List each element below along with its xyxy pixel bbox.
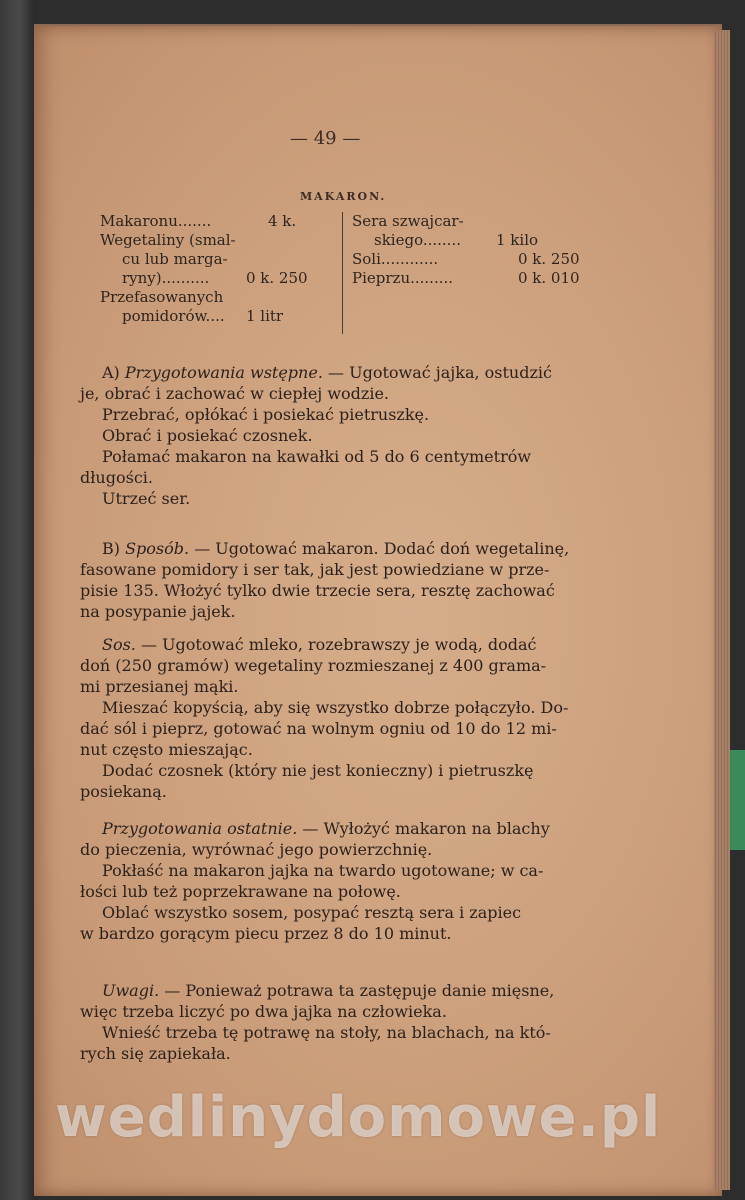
- text-fragment: — Ugotować jajka, ostudzić: [328, 363, 552, 382]
- section-title: Uwagi.: [102, 981, 160, 1000]
- text-line: posiekaną.: [80, 782, 167, 801]
- ingredients-left-column: [100, 212, 340, 326]
- ingredient-qty: 1 litr: [246, 307, 284, 325]
- section-label: A): [102, 363, 120, 382]
- ingredient-qty: 0 k. 250: [246, 269, 308, 287]
- watermark-text: wedlinydomowe.pl: [55, 1085, 662, 1150]
- text-line: łości lub też poprzekrawane na połowę.: [80, 882, 401, 901]
- ingredient-name: Wegetaliny (smal-: [100, 231, 236, 249]
- text-line: Obrać i posiekać czosnek.: [102, 426, 313, 445]
- text-line: [80, 634, 600, 655]
- ingredient-name: pomidorów....: [122, 307, 225, 325]
- ingredient-name: Soli............: [352, 250, 439, 268]
- text-line: [80, 980, 600, 1001]
- text-line: pisie 135. Włożyć tylko dwie trzecie sera, resztę zachować: [80, 581, 555, 600]
- ingredient-qty: 0 k. 010: [518, 269, 580, 287]
- text-line: Pokłaść na makaron jajka na twardo ugotowane; w ca-: [102, 861, 544, 880]
- text-line: Utrzeć ser.: [102, 489, 191, 508]
- section-preparation: [80, 362, 600, 509]
- page-number: — 49 —: [290, 128, 361, 149]
- ingredient-row: [352, 269, 612, 288]
- ingredient-row: [100, 307, 340, 326]
- text-line: w bardzo gorącym piecu przez 8 do 10 minut.: [80, 924, 452, 943]
- text-line: dać sól i pieprz, gotować na wolnym ogniu od 10 do 12 mi-: [80, 719, 557, 738]
- ingredient-row: [352, 212, 612, 231]
- ingredient-row: [100, 231, 340, 250]
- text-fragment: — Wyłożyć makaron na blachy: [302, 819, 550, 838]
- text-fragment: — Ponieważ potrawa ta zastępuje danie mięsne,: [164, 981, 555, 1000]
- text-line: je, obrać i zachować w ciepłej wodzie.: [80, 384, 390, 403]
- text-fragment: — Ugotować mleko, rozebrawszy je wodą, dodać: [140, 635, 537, 654]
- page-edges: [714, 30, 730, 1190]
- ingredient-row: [100, 250, 340, 269]
- ingredient-name: Makaronu.......: [100, 212, 212, 230]
- ingredient-row: [352, 231, 612, 250]
- text-line: do pieczenia, wyrównać jego powierzchnię.: [80, 840, 433, 859]
- text-line: więc trzeba liczyć po dwa jajka na człowieka.: [80, 1002, 447, 1021]
- recipe-heading: MAKARON.: [300, 190, 387, 203]
- ingredient-name: skiego........: [374, 231, 461, 249]
- text-line: Dodać czosnek (który nie jest konieczny) i pietruszkę: [102, 761, 534, 780]
- text-line: [80, 362, 600, 383]
- ingredient-row: [100, 269, 340, 288]
- ingredient-row: [100, 212, 340, 231]
- ingredient-qty: 4 k.: [268, 212, 297, 230]
- section-label: B): [102, 539, 120, 558]
- ingredient-qty: 1 kilo: [496, 231, 539, 249]
- text-line: Mieszać kopyścią, aby się wszystko dobrze połączyło. Do-: [102, 698, 569, 717]
- text-line: Połamać makaron na kawałki od 5 do 6 centymetrów: [102, 447, 532, 466]
- ingredient-qty: 0 k. 250: [518, 250, 580, 268]
- section-method: [80, 538, 600, 622]
- ingredient-row: [352, 250, 612, 269]
- section-title: Przygotowania ostatnie.: [102, 819, 298, 838]
- ingredient-name: ryny)..........: [122, 269, 210, 287]
- text-line: [80, 818, 600, 839]
- text-line: mi przesianej mąki.: [80, 677, 239, 696]
- text-line: [80, 538, 600, 559]
- ingredient-name: Sera szwajcar-: [352, 212, 464, 230]
- bookmark-tab: [730, 750, 745, 850]
- text-line: fasowane pomidory i ser tak, jak jest powiedziane w prze-: [80, 560, 550, 579]
- column-divider: [342, 212, 343, 334]
- text-line: Wnieść trzeba tę potrawę na stoły, na blachach, na któ-: [102, 1023, 551, 1042]
- text-line: Oblać wszystko sosem, posypać resztą sera i zapiec: [102, 903, 522, 922]
- ingredients-right-column: [352, 212, 612, 288]
- text-line: długości.: [80, 468, 153, 487]
- text-line: rych się zapiekała.: [80, 1044, 231, 1063]
- section-notes: [80, 980, 600, 1064]
- section-title: Sos.: [102, 635, 136, 654]
- ingredient-row: [100, 288, 340, 307]
- section-title: Przygotowania wstępne.: [124, 363, 323, 382]
- text-fragment: — Ugotować makaron. Dodać doń wegetalinę,: [194, 539, 570, 558]
- text-line: nut często mieszając.: [80, 740, 253, 759]
- ingredient-name: Pieprzu.........: [352, 269, 454, 287]
- text-line: na posypanie jajek.: [80, 602, 236, 621]
- section-title: Sposób.: [125, 539, 190, 558]
- text-line: doń (250 gramów) wegetaliny rozmieszanej z 400 grama-: [80, 656, 547, 675]
- section-final: [80, 818, 600, 944]
- section-sauce: [80, 634, 600, 802]
- ingredient-name: cu lub marga-: [122, 250, 228, 268]
- text-line: Przebrać, opłókać i posiekać pietruszkę.: [102, 405, 430, 424]
- ingredient-name: Przefasowanych: [100, 288, 224, 306]
